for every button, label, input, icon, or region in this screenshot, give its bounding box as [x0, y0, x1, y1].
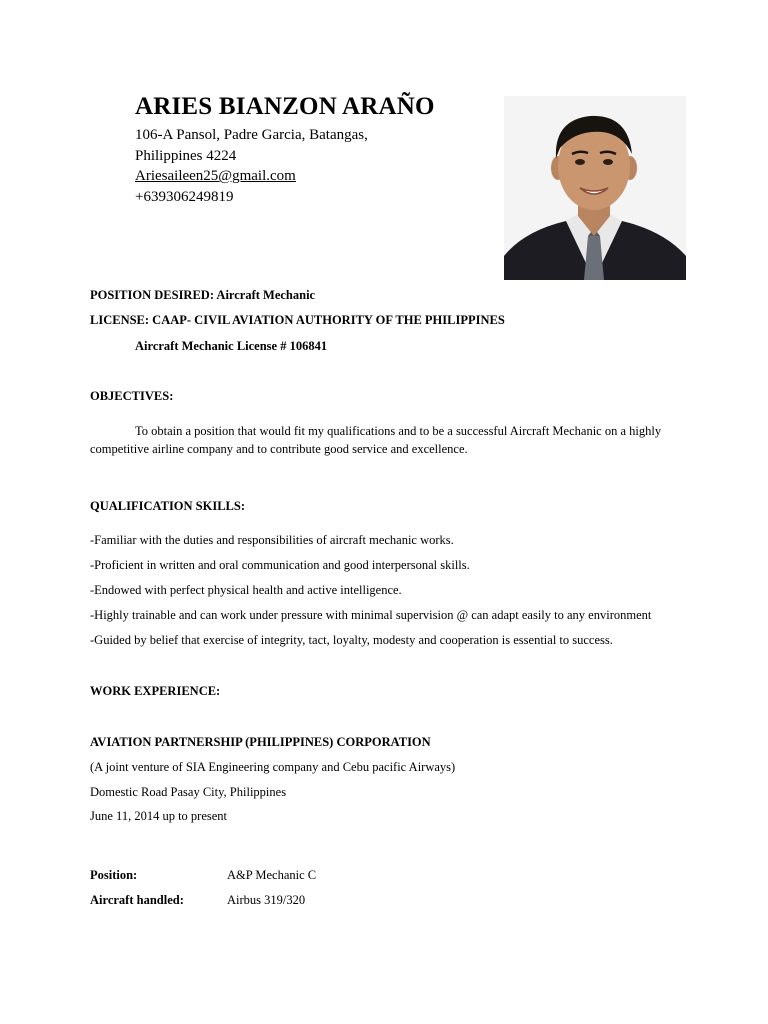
company-address: Domestic Road Pasay City, Philippines [90, 785, 287, 799]
objectives-heading: OBJECTIVES: [90, 389, 174, 403]
objectives-text: To obtain a position that would fit my qualifications and to be a successful Aircraft Mechanic on a highly competitive airline company and to contribute good service and excellence. [90, 424, 662, 456]
license-label: LICENSE: CAAP- CIVIL AVIATION AUTHORITY OF THE PHILIPPINES [90, 313, 505, 327]
skill-item: -Familiar with the duties and responsibilities of aircraft mechanic works. [90, 533, 454, 547]
address-line-1: 106-A Pansol, Padre Garcia, Batangas, [135, 127, 368, 143]
email-link[interactable]: Ariesaileen25@gmail.com [135, 168, 296, 184]
job-position-label: Position: [90, 868, 138, 882]
aircraft-handled-value: Airbus 319/320 [227, 893, 306, 907]
job-position-value: A&P Mechanic C [227, 868, 317, 882]
aircraft-handled-label: Aircraft handled: [90, 893, 184, 907]
address-line-2: Philippines 4224 [135, 148, 237, 164]
position-desired: POSITION DESIRED: Aircraft Mechanic [90, 288, 316, 302]
applicant-name: ARIES BIANZON ARAÑO [135, 93, 435, 120]
employment-date: June 11, 2014 up to present [90, 809, 228, 823]
company-note: (A joint venture of SIA Engineering company and Cebu pacific Airways) [90, 760, 456, 774]
company-name: AVIATION PARTNERSHIP (PHILIPPINES) CORPORATION [90, 735, 431, 749]
qualifications-heading: QUALIFICATION SKILLS: [90, 499, 246, 513]
skill-item: -Proficient in written and oral communication and good interpersonal skills. [90, 558, 470, 572]
skill-item: -Highly trainable and can work under pressure with minimal supervision @ can adapt easily to any environment [90, 608, 652, 622]
skill-item: -Guided by belief that exercise of integrity, tact, loyalty, modesty and cooperation is essential to success. [90, 633, 613, 647]
work-experience-heading: WORK EXPERIENCE: [90, 684, 221, 698]
skill-item: -Endowed with perfect physical health and active intelligence. [90, 583, 402, 597]
license-number: Aircraft Mechanic License # 106841 [135, 339, 328, 353]
applicant-photo [504, 96, 686, 280]
phone-number: +639306249819 [135, 189, 234, 205]
